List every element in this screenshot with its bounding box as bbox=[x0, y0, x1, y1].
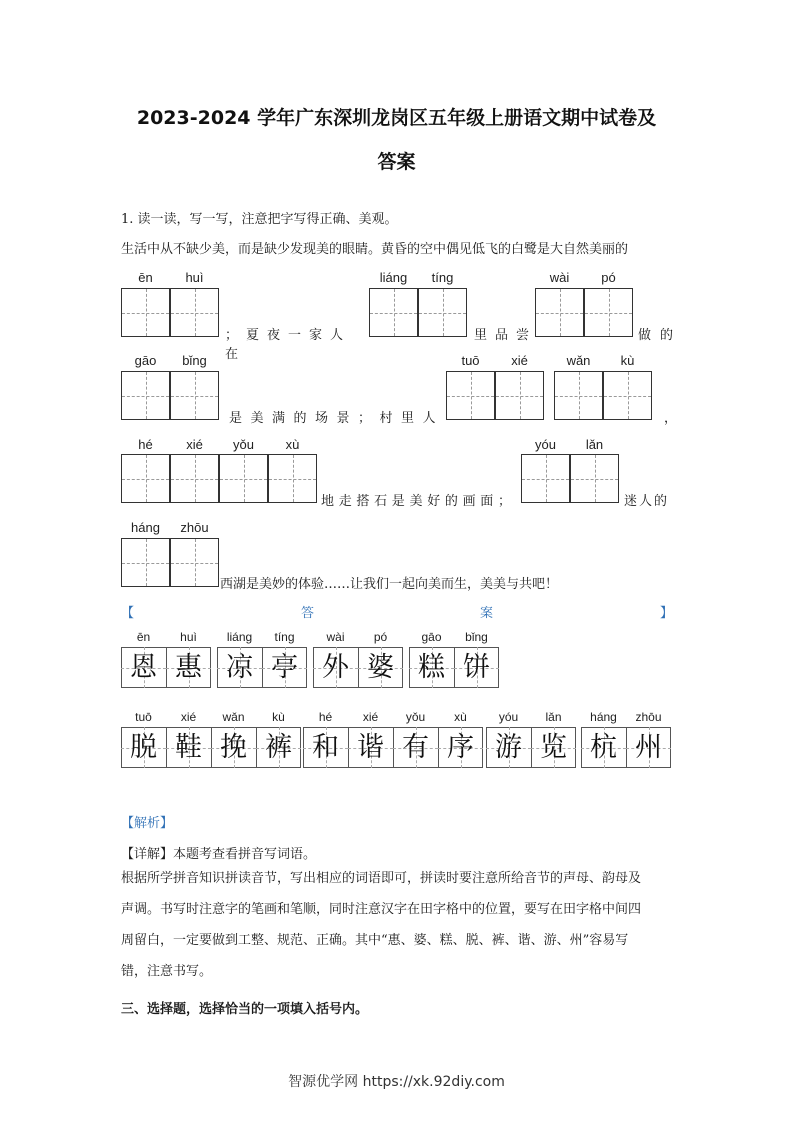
page-title-cont: 答案 bbox=[377, 151, 416, 173]
sentence-fragment: ；夏夜一家人在 bbox=[225, 328, 352, 362]
answer-character: 脱 bbox=[130, 732, 157, 763]
answer-character: 惠 bbox=[175, 652, 202, 683]
pinyin: wài bbox=[549, 270, 570, 285]
writing-grid-cell[interactable] bbox=[418, 288, 467, 337]
pinyin: kù bbox=[620, 353, 635, 368]
writing-grid-cell[interactable] bbox=[603, 371, 652, 420]
answer-character: 有 bbox=[402, 732, 429, 763]
question-prompt: 1. 读一读，写一写，注意把字写得正确、美观。 bbox=[121, 212, 398, 227]
page-title: 2023-2024 学年广东深圳龙岗区五年级上册语文期中试卷及 bbox=[136, 107, 657, 129]
answer-pinyin: xié bbox=[362, 710, 379, 724]
answer-bracket-right: 】 bbox=[660, 606, 674, 621]
sentence-fragment: 是美满的场景；村里人 bbox=[229, 411, 445, 426]
answer-character: 挽 bbox=[220, 732, 247, 763]
pinyin: zhōu bbox=[180, 520, 209, 535]
analysis-line: 根据所学拼音知识拼读音节，写出相应的词语即可，拼读时要注意所给音节的声母、韵母及 bbox=[121, 871, 642, 886]
pinyin: tíng bbox=[431, 270, 454, 285]
sentence-fragment: ， bbox=[664, 411, 678, 426]
answer-character: 览 bbox=[540, 732, 567, 763]
pinyin: huì bbox=[185, 270, 204, 285]
answer-character: 恩 bbox=[130, 652, 157, 683]
answer-pinyin: tuō bbox=[135, 710, 152, 724]
sentence-fragment: 西湖是美妙的体验……让我们一起向美而生，美美与共吧！ bbox=[220, 577, 559, 592]
answer-character: 糕 bbox=[418, 652, 445, 683]
answer-pinyin: bǐng bbox=[465, 630, 488, 644]
writing-grid-cell[interactable] bbox=[554, 371, 603, 420]
answer-pinyin: lǎn bbox=[545, 710, 562, 724]
pinyin: háng bbox=[131, 520, 160, 535]
answer-character: 鞋 bbox=[175, 732, 202, 763]
pinyin: gāo bbox=[134, 353, 157, 368]
answer-character: 谐 bbox=[357, 732, 384, 763]
answer-label: 案 bbox=[480, 606, 494, 621]
analysis-line: 周留白，一定要做到工整、规范、正确。其中“惠、婆、糕、脱、裤、谐、游、州”容易写 bbox=[121, 933, 629, 948]
answer-pinyin: ēn bbox=[136, 630, 151, 644]
sentence-fragment: 里品尝 bbox=[474, 328, 538, 343]
answer-pinyin: wài bbox=[326, 630, 345, 644]
pinyin: xù bbox=[285, 437, 300, 452]
answer-pinyin: xù bbox=[454, 710, 467, 724]
writing-grid-cell[interactable] bbox=[495, 371, 544, 420]
writing-grid-cell[interactable] bbox=[268, 454, 317, 503]
pinyin: yǒu bbox=[233, 437, 254, 452]
answer-bracket-left: 【 bbox=[121, 606, 135, 621]
pinyin: pó bbox=[601, 270, 616, 285]
writing-grid-cell[interactable] bbox=[121, 371, 170, 420]
analysis-line: 声调。书写时注意字的笔画和笔顺，同时注意汉字在田字格中的位置，要写在田字格中间四 bbox=[121, 902, 642, 917]
writing-grid-cell[interactable] bbox=[121, 288, 170, 337]
answer-character: 序 bbox=[447, 732, 474, 763]
answer-pinyin: huì bbox=[180, 630, 197, 644]
answer-pinyin: háng bbox=[590, 710, 617, 724]
answer-pinyin: liáng bbox=[226, 630, 253, 644]
pinyin: ēn bbox=[138, 270, 153, 285]
pinyin: liáng bbox=[379, 270, 408, 285]
answer-pinyin: wǎn bbox=[222, 710, 245, 724]
analysis-line: 错，注意书写。 bbox=[121, 964, 213, 979]
answer-pinyin: gāo bbox=[421, 630, 442, 644]
sentence-fragment: 地走搭石是美好的画面； bbox=[321, 494, 516, 509]
pinyin: xié bbox=[511, 353, 528, 368]
answer-pinyin: hé bbox=[318, 710, 333, 724]
writing-grid-cell[interactable] bbox=[535, 288, 584, 337]
section-three-heading: 三、选择题，选择恰当的一项填入括号内。 bbox=[121, 1002, 369, 1017]
answer-label: 答 bbox=[301, 606, 315, 621]
answer-character: 州 bbox=[635, 732, 662, 763]
writing-grid-cell[interactable] bbox=[521, 454, 570, 503]
question-intro: 生活中从不缺少美，而是缺少发现美的眼睛。黄昏的空中偶见低飞的白鹭是大自然美丽的 bbox=[121, 242, 629, 257]
pinyin: lǎn bbox=[585, 437, 604, 452]
pinyin: xié bbox=[186, 437, 203, 452]
answer-character: 外 bbox=[322, 652, 349, 683]
writing-grid-cell[interactable] bbox=[170, 288, 219, 337]
answer-pinyin: tíng bbox=[274, 630, 295, 644]
writing-grid-cell[interactable] bbox=[369, 288, 418, 337]
writing-grid-cell[interactable] bbox=[121, 538, 170, 587]
writing-grid-cell[interactable] bbox=[584, 288, 633, 337]
answer-pinyin: xié bbox=[180, 710, 197, 724]
answer-pinyin: yóu bbox=[498, 710, 519, 724]
sentence-text bbox=[225, 324, 363, 362]
pinyin: bǐng bbox=[182, 353, 207, 368]
pinyin: hé bbox=[138, 437, 153, 452]
answer-character: 裤 bbox=[265, 732, 292, 763]
answer-character: 游 bbox=[495, 732, 522, 763]
writing-grid-cell[interactable] bbox=[446, 371, 495, 420]
analysis-detail: 【详解】本题考查看拼音写词语。 bbox=[121, 847, 317, 862]
analysis-body bbox=[121, 866, 641, 990]
sentence-fragment: 做的 bbox=[638, 328, 683, 343]
analysis-heading: 【解析】 bbox=[121, 816, 174, 831]
pinyin: wǎn bbox=[566, 353, 591, 368]
answer-character: 婆 bbox=[367, 652, 394, 683]
answer-character: 亭 bbox=[271, 652, 298, 683]
answer-pinyin: yǒu bbox=[405, 710, 426, 724]
answer-character: 凉 bbox=[226, 652, 253, 683]
answer-character: 饼 bbox=[463, 652, 490, 683]
answer-character: 杭 bbox=[590, 732, 617, 763]
answer-pinyin: zhōu bbox=[635, 710, 662, 724]
answer-pinyin: pó bbox=[373, 630, 388, 644]
writing-grid-cell[interactable] bbox=[121, 454, 170, 503]
writing-grid-cell[interactable] bbox=[170, 371, 219, 420]
answer-pinyin: kù bbox=[272, 710, 285, 724]
writing-grid-cell[interactable] bbox=[219, 454, 268, 503]
answer-character: 和 bbox=[312, 732, 339, 763]
writing-grid-cell[interactable] bbox=[570, 454, 619, 503]
writing-grid-cell[interactable] bbox=[170, 538, 219, 587]
pinyin: yóu bbox=[535, 437, 556, 452]
footer-watermark: 智源优学网 https://xk.92diy.com bbox=[288, 1074, 505, 1090]
sentence-fragment: 迷人的 bbox=[624, 494, 670, 509]
pinyin: tuō bbox=[461, 353, 480, 368]
writing-grid-cell[interactable] bbox=[170, 454, 219, 503]
